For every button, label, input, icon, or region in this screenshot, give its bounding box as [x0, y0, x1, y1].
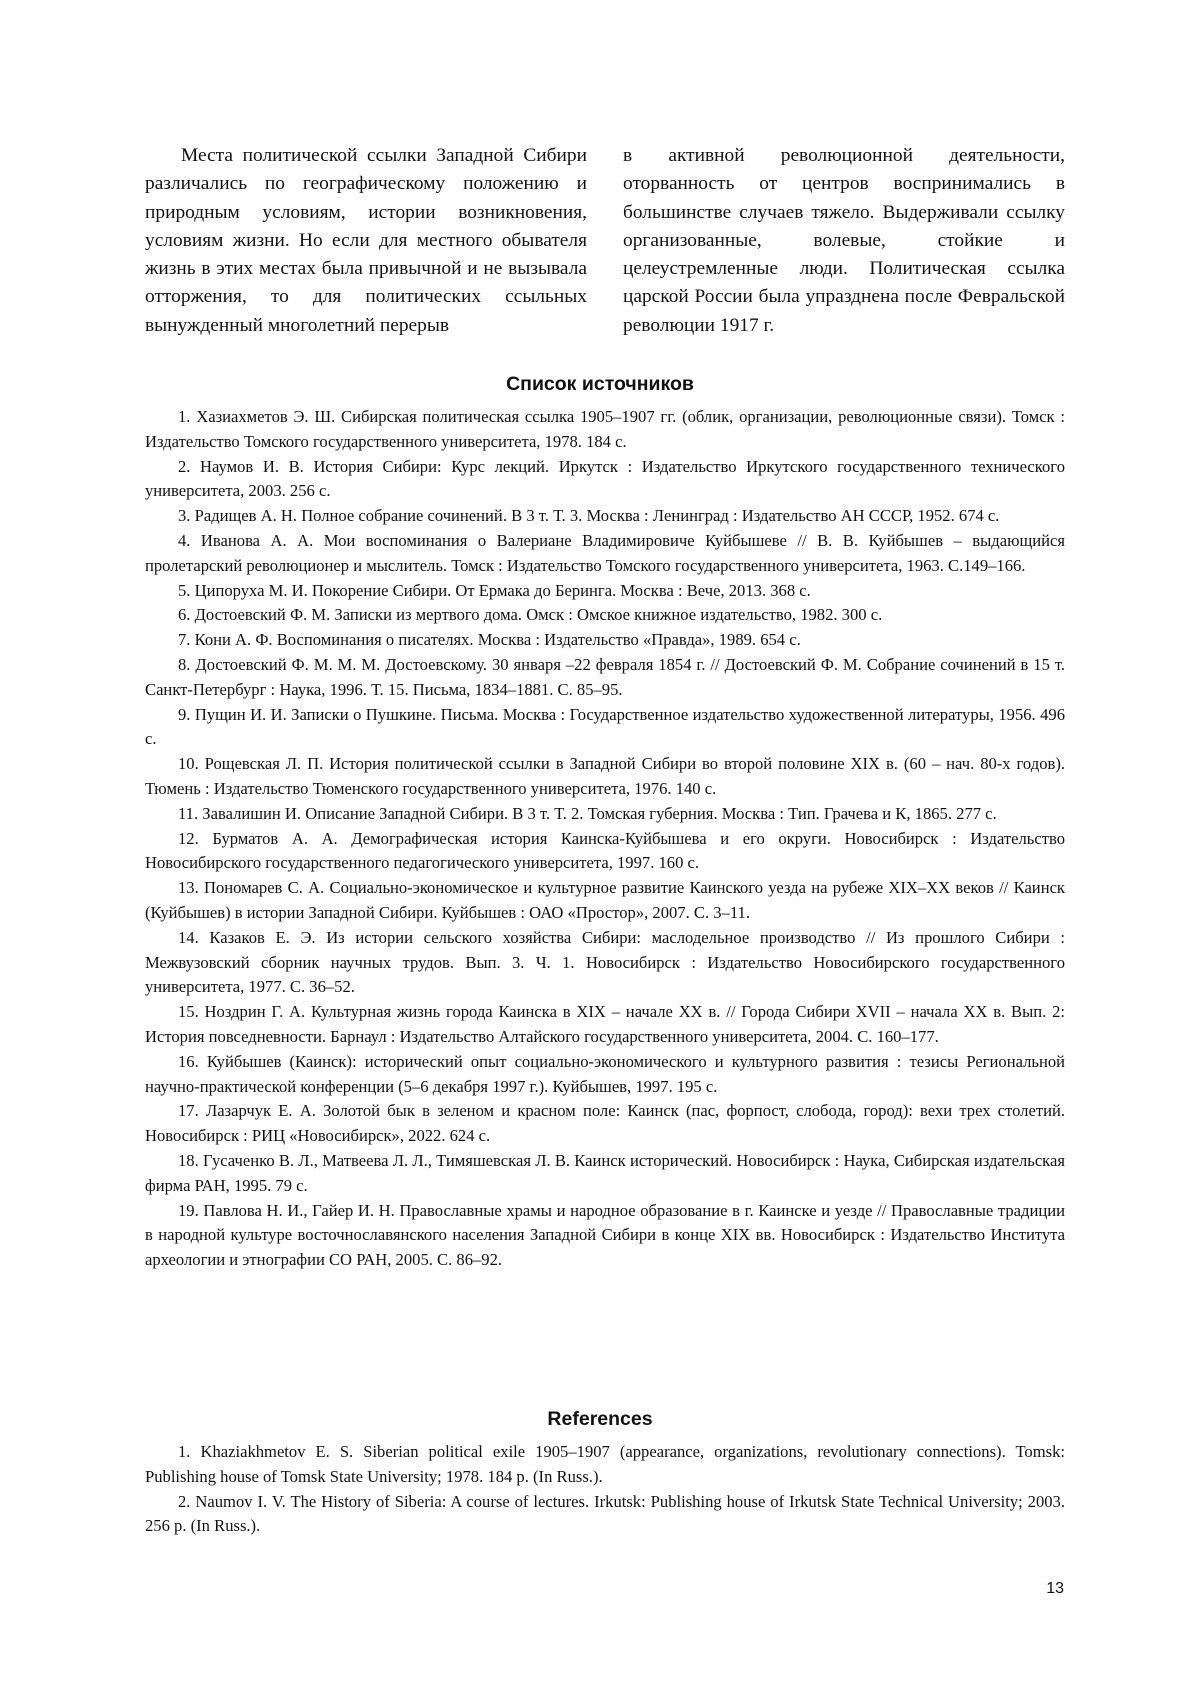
source-entry-4: 4. Иванова А. А. Мои воспоминания о Валериане Владимировиче Куйбышеве // В. В. Куйбышев – выдающийся пролетарский революционер и мыслитель. Томск : Издательство Томского государственного университета, 1963. С.149–166.: [145, 529, 1065, 579]
document-page: [0, 0, 1200, 1697]
source-entry-19: 19. Павлова Н. И., Гайер И. Н. Православные храмы и народное образование в г. Каинске и уезде // Православные традиции в народной культуре восточнославянского населения Западной Сибири в конце XIX вв. Новосибирск : Издательство Института археологии и этнографии СО РАН, 2005. С. 86–92.: [145, 1199, 1065, 1273]
reference-entry-1: 1. Khaziakhmetov E. S. Siberian political exile 1905–1907 (appearance, organizations, revolutionary connections). Tomsk: Publishing house of Tomsk State University; 1978. 184 p. (In Russ.).: [145, 1440, 1065, 1490]
source-entry-13: 13. Пономарев С. А. Социально-экономическое и культурное развитие Каинского уезда на рубеже XIX–XX веков // Каинск (Куйбышев) в истории Западной Сибири. Куйбышев : ОАО «Простор», 2007. С. 3–11.: [145, 876, 1065, 926]
source-entry-11: 11. Завалишин И. Описание Западной Сибири. В 3 т. Т. 2. Томская губерния. Москва : Тип. Грачева и К, 1865. 277 с.: [145, 802, 1065, 827]
source-entry-8: 8. Достоевский Ф. М. М. М. Достоевскому. 30 января –22 февраля 1854 г. // Достоевский Ф. М. Собрание сочинений в 15 т. Санкт-Петербург : Наука, 1996. Т. 15. Письма, 1834–1881. С. 85–95.: [145, 653, 1065, 703]
source-entry-15: 15. Ноздрин Г. А. Культурная жизнь города Каинска в XIX – начале XX в. // Города Сибири XVII – начала XX в. Вып. 2: История повседневности. Барнаул : Издательство Алтайского государственного университета, 2004. С. 160–177.: [145, 1000, 1065, 1050]
source-entry-2: 2. Наумов И. В. История Сибири: Курс лекций. Иркутск : Издательство Иркутского государственного технического университета, 2003. 256 с.: [145, 455, 1065, 505]
source-entry-10: 10. Рощевская Л. П. История политической ссылки в Западной Сибири во второй половине XIX в. (60 – нач. 80-х годов). Тюмень : Издательство Тюменского государственного университета, 1976. 140 с.: [145, 752, 1065, 802]
references-list: [145, 1440, 1065, 1539]
reference-entry-2: 2. Naumov I. V. The History of Siberia: A course of lectures. Irkutsk: Publishing house of Irkutsk State Technical University; 2003. 256 p. (In Russ.).: [145, 1490, 1065, 1540]
source-entry-18: 18. Гусаченко В. Л., Матвеева Л. Л., Тимяшевская Л. В. Каинск исторический. Новосибирск : Наука, Сибирская издательская фирма РАН, 1995. 79 с.: [145, 1149, 1065, 1199]
references-heading: References: [0, 1408, 1200, 1431]
source-entry-5: 5. Ципоруха М. И. Покорение Сибири. От Ермака до Беринга. Москва : Вече, 2013. 368 с.: [145, 579, 1065, 604]
source-entry-9: 9. Пущин И. И. Записки о Пушкине. Письма. Москва : Государственное издательство художественной литературы, 1956. 496 с.: [145, 703, 1065, 753]
source-entry-1: 1. Хазиахметов Э. Ш. Сибирская политическая ссылка 1905–1907 гг. (облик, организации, революционные связи). Томск : Издательство Томского государственного университета, 1978. 184 с.: [145, 405, 1065, 455]
source-entry-7: 7. Кони А. Ф. Воспоминания о писателях. Москва : Издательство «Правда», 1989. 654 с.: [145, 628, 1065, 653]
intro-right-column: [623, 142, 1065, 340]
source-entry-6: 6. Достоевский Ф. М. Записки из мертвого дома. Омск : Омское книжное издательство, 1982. 300 с.: [145, 603, 1065, 628]
source-entry-14: 14. Казаков Е. Э. Из истории сельского хозяйства Сибири: маслодельное производство // Из прошлого Сибири : Межвузовский сборник научных трудов. Вып. 3. Ч. 1. Новосибирск : Издательство Новосибирского государственного университета, 1977. С. 36–52.: [145, 926, 1065, 1000]
source-entry-16: 16. Куйбышев (Каинск): исторический опыт социально-экономического и культурного развития : тезисы Региональной научно-практической конференции (5–6 декабря 1997 г.). Куйбышев, 1997. 195 с.: [145, 1050, 1065, 1100]
intro-right-paragraph: в активной революционной деятельности, оторванность от центров воспринимались в большинстве случаев тяжело. Выдерживали ссылку организованные, волевые, стойкие и целеустремленные люди. Политическая ссылка царской России была упразднена после Февральской революции 1917 г.: [623, 142, 1065, 340]
sources-heading: Список источников: [0, 373, 1200, 396]
sources-list: [145, 405, 1065, 1273]
intro-columns: [145, 142, 1065, 340]
intro-left-paragraph: Места политической ссылки Западной Сибири различались по географическому положению и природным условиям, истории возникновения, условиям жизни. Но если для местного обывателя жизнь в этих местах была привычной и не вызывала отторжения, то для политических ссыльных вынужденный многолетний перерыв: [145, 142, 587, 340]
source-entry-3: 3. Радищев А. Н. Полное собрание сочинений. В 3 т. Т. 3. Москва : Ленинград : Издательство АН СССР, 1952. 674 с.: [145, 504, 1065, 529]
source-entry-12: 12. Бурматов А. А. Демографическая история Каинска-Куйбышева и его округи. Новосибирск : Издательство Новосибирского государственного педагогического университета, 1997. 160 с.: [145, 827, 1065, 877]
intro-left-column: [145, 142, 587, 340]
page-number: 13: [1046, 1580, 1064, 1598]
source-entry-17: 17. Лазарчук Е. А. Золотой бык в зеленом и красном поле: Каинск (пас, форпост, слобода, город): вехи трех столетий. Новосибирск : РИЦ «Новосибирск», 2022. 624 с.: [145, 1099, 1065, 1149]
